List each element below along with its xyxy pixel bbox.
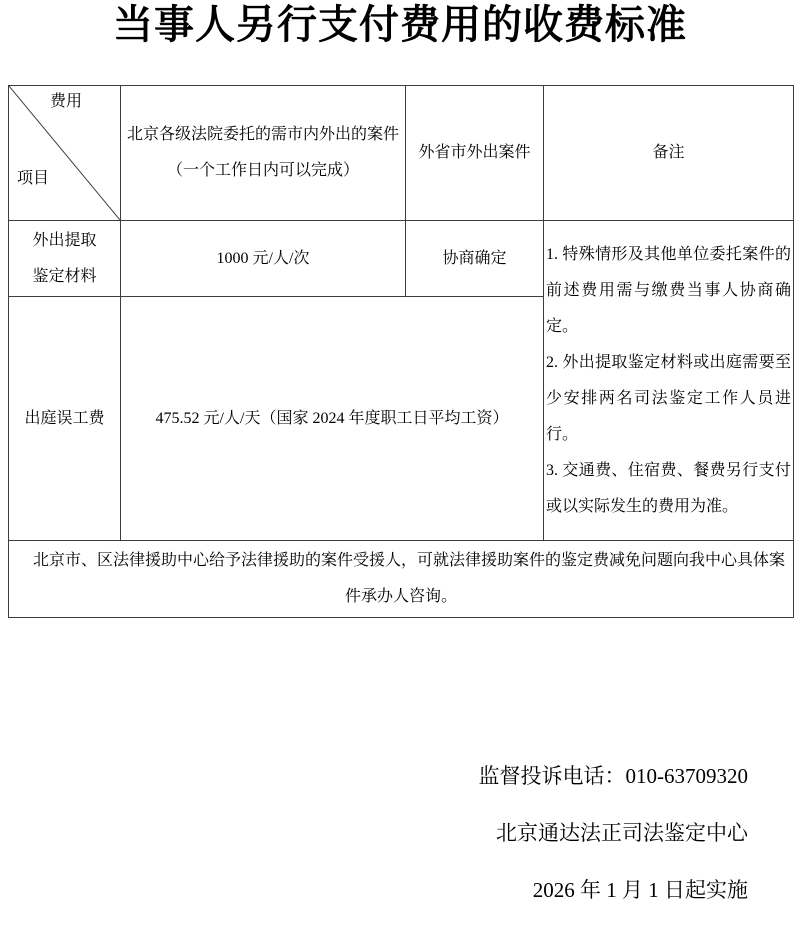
fee-table <box>8 85 794 618</box>
page-title: 当事人另行支付费用的收费标准 <box>113 2 687 47</box>
corner-label-fee: 费用 <box>49 93 82 110</box>
header-beijing-court-cases-line1: 北京各级法院委托的需市内外出的案件 <box>126 126 399 143</box>
row-legal-aid-footnote <box>9 541 794 618</box>
cell-material-other-fee: 协商确定 <box>406 221 544 297</box>
header-other-province-cases: 外省市外出案件 <box>406 86 544 221</box>
cell-material-item-line2: 鉴定材料 <box>32 267 97 285</box>
table-header-row <box>9 86 794 221</box>
cell-material-item <box>9 221 121 297</box>
cell-court-fee: 475.52 元/人/天（国家 2024 年度职工日平均工资） <box>121 297 544 541</box>
header-remarks: 备注 <box>544 86 794 221</box>
footer-complaint-phone: 监督投诉电话：010-63709320 <box>478 764 748 788</box>
corner-header-cell <box>9 86 121 221</box>
row-material-retrieval <box>9 221 794 297</box>
footer-effective-date: 2026 年 1 月 1 日起实施 <box>532 878 748 902</box>
remarks-note-3: 3. 交通费、住宿费、餐费另行支付或以实际发生的费用为准。 <box>546 461 791 515</box>
header-beijing-court-cases <box>121 86 406 221</box>
remarks-note-1: 1. 特殊情形及其他单位委托案件的前述费用需与缴费当事人协商确定。 <box>546 245 791 335</box>
cell-material-item-line1: 外出提取 <box>32 231 97 249</box>
cell-legal-aid-footnote: 北京市、区法律援助中心给予法律援助的案件受援人，可就法律援助案件的鉴定费减免问题向我中心具体案件承办人咨询。 <box>9 541 794 618</box>
remarks-note-2: 2. 外出提取鉴定材料或出庭需要至少安排两名司法鉴定工作人员进行。 <box>546 353 791 443</box>
cell-remarks <box>544 221 794 541</box>
footer-block <box>0 748 748 919</box>
corner-label-item: 项目 <box>17 170 50 187</box>
cell-material-beijing-fee: 1000 元/人/次 <box>121 221 406 297</box>
cell-court-item: 出庭误工费 <box>9 297 121 541</box>
header-beijing-court-cases-line2: （一个工作日内可以完成） <box>166 162 359 179</box>
footer-org-name: 北京通达法正司法鉴定中心 <box>496 821 748 845</box>
